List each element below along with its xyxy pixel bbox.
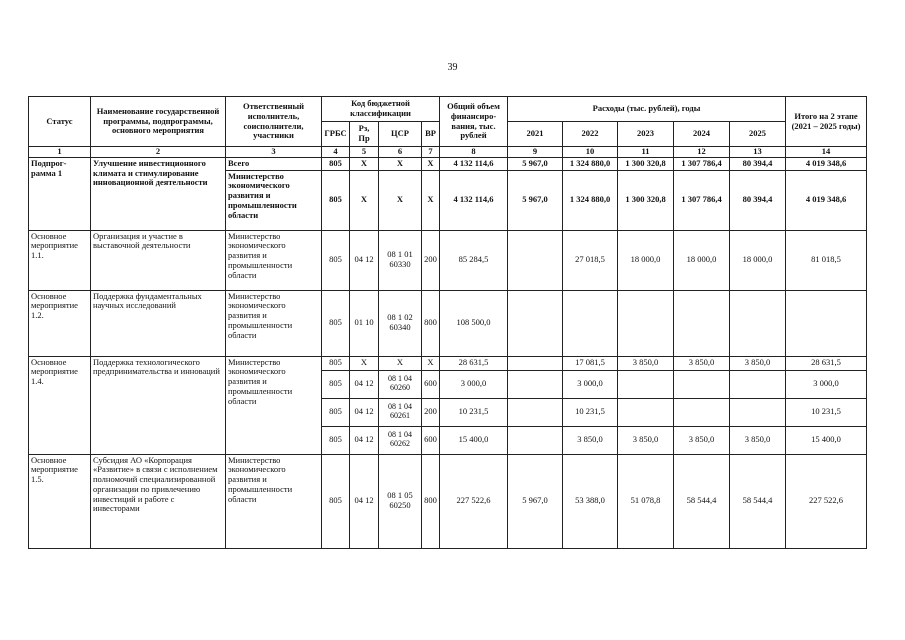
column-number: 13	[730, 147, 786, 158]
cell-csr: 08 1 04 60261	[379, 398, 422, 426]
cell-2024	[674, 370, 730, 398]
cell-2022: 17 081,5	[563, 356, 618, 370]
cell-2025: 3 850,0	[730, 426, 786, 454]
cell-2025: 80 394,4	[730, 157, 786, 170]
cell-total: 3 000,0	[440, 370, 508, 398]
cell-stage-total	[786, 290, 867, 356]
cell-2024: 1 307 786,4	[674, 157, 730, 170]
cell-2022: 10 231,5	[563, 398, 618, 426]
cell-2024: 3 850,0	[674, 426, 730, 454]
header-name: Наименование государственной программы, подпрограммы, основного мероприятия	[91, 97, 226, 147]
table-row	[29, 454, 867, 548]
cell-rzpr: 04 12	[350, 370, 379, 398]
cell-2023	[618, 398, 674, 426]
row-executor: Министерство экономического развития и промышленности области	[226, 230, 322, 290]
row-executor: Министерство экономического развития и промышленности области	[226, 290, 322, 356]
cell-stage-total: 10 231,5	[786, 398, 867, 426]
header-year-2024: 2024	[674, 122, 730, 147]
column-number: 4	[322, 147, 350, 158]
cell-2021	[508, 290, 563, 356]
cell-grbs: 805	[322, 398, 350, 426]
table-row	[29, 290, 867, 356]
cell-total: 4 132 114,6	[440, 157, 508, 170]
cell-2023: 18 000,0	[618, 230, 674, 290]
cell-total: 108 500,0	[440, 290, 508, 356]
cell-2023: 3 850,0	[618, 426, 674, 454]
cell-vr: X	[422, 157, 440, 170]
cell-2024: 18 000,0	[674, 230, 730, 290]
cell-2022: 3 000,0	[563, 370, 618, 398]
cell-2021	[508, 398, 563, 426]
cell-total: 4 132 114,6	[440, 170, 508, 230]
cell-2025: 18 000,0	[730, 230, 786, 290]
cell-2021	[508, 370, 563, 398]
header-status: Статус	[29, 97, 91, 147]
cell-2025: 3 850,0	[730, 356, 786, 370]
table-row	[29, 356, 867, 370]
cell-vr: X	[422, 170, 440, 230]
cell-2021	[508, 356, 563, 370]
cell-grbs: 805	[322, 356, 350, 370]
cell-2025	[730, 370, 786, 398]
cell-vr: 600	[422, 370, 440, 398]
row-name: Организация и участие в выставочной деятельности	[91, 230, 226, 290]
cell-stage-total: 4 019 348,6	[786, 157, 867, 170]
cell-total: 85 284,5	[440, 230, 508, 290]
cell-grbs: 805	[322, 230, 350, 290]
row-status: Основное мероприятие 1.4.	[29, 356, 91, 454]
cell-2022: 3 850,0	[563, 426, 618, 454]
cell-rzpr: 04 12	[350, 398, 379, 426]
column-number: 2	[91, 147, 226, 158]
header-rzpr: Рз, Пр	[350, 122, 379, 147]
cell-vr: 800	[422, 454, 440, 548]
cell-2021	[508, 230, 563, 290]
header-year-2025: 2025	[730, 122, 786, 147]
cell-rzpr: 04 12	[350, 230, 379, 290]
cell-grbs: 805	[322, 426, 350, 454]
column-numbers-row	[29, 147, 867, 158]
row-executor: Министерство экономического развития и промышленности области	[226, 170, 322, 230]
row-status: Основное мероприятие 1.5.	[29, 454, 91, 548]
cell-total: 28 631,5	[440, 356, 508, 370]
column-number: 8	[440, 147, 508, 158]
column-number: 7	[422, 147, 440, 158]
cell-rzpr: 04 12	[350, 426, 379, 454]
cell-2023: 1 300 320,8	[618, 170, 674, 230]
cell-2024	[674, 398, 730, 426]
cell-grbs: 805	[322, 290, 350, 356]
table-row	[29, 230, 867, 290]
cell-2022: 53 388,0	[563, 454, 618, 548]
cell-grbs: 805	[322, 370, 350, 398]
cell-2023: 51 078,8	[618, 454, 674, 548]
cell-csr: X	[379, 170, 422, 230]
cell-2024: 58 544,4	[674, 454, 730, 548]
cell-vr: 200	[422, 230, 440, 290]
cell-2022	[563, 290, 618, 356]
cell-2021	[508, 426, 563, 454]
cell-total: 10 231,5	[440, 398, 508, 426]
cell-2025: 58 544,4	[730, 454, 786, 548]
cell-2023	[618, 370, 674, 398]
cell-2023: 3 850,0	[618, 356, 674, 370]
row-executor: Министерство экономического развития и промышленности области	[226, 454, 322, 548]
cell-csr: X	[379, 157, 422, 170]
header-expenses: Расходы (тыс. рублей), годы	[508, 97, 786, 122]
row-executor: Министерство экономического развития и промышленности области	[226, 356, 322, 454]
cell-stage-total: 15 400,0	[786, 426, 867, 454]
table-row	[29, 157, 867, 170]
cell-2021: 5 967,0	[508, 454, 563, 548]
header-csr: ЦСР	[379, 122, 422, 147]
row-name: Поддержка фундаментальных научных исследований	[91, 290, 226, 356]
cell-2023: 1 300 320,8	[618, 157, 674, 170]
cell-stage-total: 3 000,0	[786, 370, 867, 398]
cell-vr: 800	[422, 290, 440, 356]
header-year-2023: 2023	[618, 122, 674, 147]
cell-vr: 200	[422, 398, 440, 426]
column-number: 11	[618, 147, 674, 158]
cell-2025	[730, 398, 786, 426]
cell-2024: 1 307 786,4	[674, 170, 730, 230]
cell-stage-total: 4 019 348,6	[786, 170, 867, 230]
cell-vr: X	[422, 356, 440, 370]
column-number: 14	[786, 147, 867, 158]
header-vr: ВР	[422, 122, 440, 147]
cell-rzpr: X	[350, 157, 379, 170]
column-number: 3	[226, 147, 322, 158]
cell-csr: X	[379, 356, 422, 370]
cell-rzpr: 01 10	[350, 290, 379, 356]
row-name: Улучшение инвестиционного климата и стимулирование инновационной деятельности	[91, 157, 226, 230]
row-name: Поддержка технологического предпринимательства и инноваций	[91, 356, 226, 454]
column-number: 1	[29, 147, 91, 158]
header-total-stage: Итого на 2 этапе (2021 – 2025 годы)	[786, 97, 867, 147]
page-number: 39	[447, 62, 458, 73]
program-expenses-table	[28, 96, 867, 549]
cell-2022: 1 324 880,0	[563, 170, 618, 230]
cell-vr: 600	[422, 426, 440, 454]
cell-csr: 08 1 05 60250	[379, 454, 422, 548]
row-status: Подпрог-рамма 1	[29, 157, 91, 230]
header-year-2021: 2021	[508, 122, 563, 147]
cell-2023	[618, 290, 674, 356]
cell-rzpr: X	[350, 356, 379, 370]
cell-csr: 08 1 04 60262	[379, 426, 422, 454]
header-total-funding: Общий объем финансиро-вания, тыс. рублей	[440, 97, 508, 147]
cell-stage-total: 81 018,5	[786, 230, 867, 290]
cell-total: 15 400,0	[440, 426, 508, 454]
cell-total: 227 522,6	[440, 454, 508, 548]
header-grbs: ГРБС	[322, 122, 350, 147]
cell-rzpr: 04 12	[350, 454, 379, 548]
column-number: 12	[674, 147, 730, 158]
header-executor: Ответственный исполнитель, соисполнители, участники	[226, 97, 322, 147]
row-executor: Всего	[226, 157, 322, 170]
row-name: Субсидия АО «Корпорация «Развитие» в связи с исполнением полномочий специализированной организации по привлечению инвестиций и работе с инвесторами	[91, 454, 226, 548]
cell-2024	[674, 290, 730, 356]
cell-2021: 5 967,0	[508, 170, 563, 230]
cell-csr: 08 1 01 60330	[379, 230, 422, 290]
cell-grbs: 805	[322, 454, 350, 548]
column-number: 9	[508, 147, 563, 158]
cell-grbs: 805	[322, 157, 350, 170]
column-number: 6	[379, 147, 422, 158]
column-number: 10	[563, 147, 618, 158]
cell-stage-total: 227 522,6	[786, 454, 867, 548]
header-budget-code: Код бюджетной классификации	[322, 97, 440, 122]
cell-2025: 80 394,4	[730, 170, 786, 230]
cell-2022: 27 018,5	[563, 230, 618, 290]
cell-2024: 3 850,0	[674, 356, 730, 370]
cell-2022: 1 324 880,0	[563, 157, 618, 170]
cell-grbs: 805	[322, 170, 350, 230]
cell-csr: 08 1 02 60340	[379, 290, 422, 356]
column-number: 5	[350, 147, 379, 158]
cell-2021: 5 967,0	[508, 157, 563, 170]
cell-stage-total: 28 631,5	[786, 356, 867, 370]
cell-rzpr: X	[350, 170, 379, 230]
cell-2025	[730, 290, 786, 356]
cell-csr: 08 1 04 60260	[379, 370, 422, 398]
row-status: Основное мероприятие 1.2.	[29, 290, 91, 356]
header-year-2022: 2022	[563, 122, 618, 147]
row-status: Основное мероприятие 1.1.	[29, 230, 91, 290]
